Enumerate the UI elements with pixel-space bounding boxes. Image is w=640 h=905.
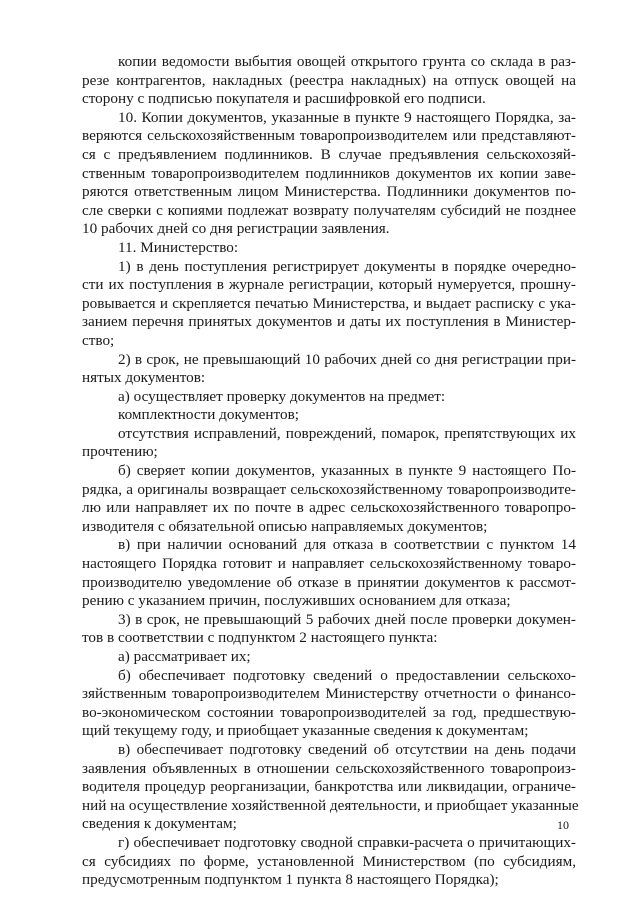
text-line: 3) в срок, не превышающий 5 рабочих дней после проверки докумен- — [118, 610, 576, 628]
text-line: рению с указанием причин, послуживших основанием для отказа; — [82, 592, 511, 610]
text-line: в) обеспечивает подготовку сведений об отсутствии на день подачи — [118, 740, 576, 758]
text-line: водителя процедур реорганизации, банкротства или ликвидации, ограниче- — [82, 778, 576, 796]
text-line: ся субсидиях по форме, установленной Министерством (по субсидиям, — [82, 852, 576, 870]
text-line: отсутствия исправлений, повреждений, помарок, препятствующих их — [118, 424, 576, 442]
text-line: б) сверяет копии документов, указанных в пункте 9 настоящего По- — [118, 462, 576, 480]
text-line: 11. Министерство: — [118, 238, 239, 256]
text-line: ство; — [82, 331, 115, 349]
page-number: 10 — [557, 818, 569, 832]
text-line: ся с предъявлением подлинников. В случае предъявления сельскохозяй- — [82, 145, 576, 163]
text-line: во-экономическом состоянии товаропроизводителей за год, предшествую- — [82, 703, 576, 721]
text-line: а) осуществляет проверку документов на предмет: — [118, 387, 446, 405]
text-line: заявления объявленных в отношении сельскохозяйственного товаропроиз- — [82, 759, 576, 777]
text-line: копии ведомости выбытия овощей открытого грунта со склада в раз- — [118, 53, 576, 70]
text-line: производителю уведомление об отказе в принятии документов к рассмот- — [82, 573, 576, 591]
text-line: г) обеспечивает подготовку сводной справки-расчета о причитающих- — [118, 833, 576, 851]
text-line: 10 рабочих дней со дня регистрации заявления. — [82, 220, 390, 238]
text-line: предусмотренным подпунктом 1 пункта 8 настоящего Порядка); — [82, 871, 499, 889]
text-line: б) обеспечивает подготовку сведений о предоставлении сельскохо- — [118, 666, 576, 684]
text-line: сти их поступления в журнале регистрации, который нумеруется, прошну- — [82, 276, 576, 294]
text-line: зяйственным товаропроизводителем Министерству отчетности о финансо- — [82, 685, 576, 703]
text-line: щий текущему году, и приобщает указанные сведения к документам; — [82, 722, 529, 740]
text-line: ственным товаропроизводителем подлинников документов их копии заве- — [82, 164, 576, 182]
body-text — [82, 53, 579, 890]
text-line: сле сверки с копиями подлежат возврату получателям субсидий не позднее — [82, 201, 576, 219]
text-line: 10. Копии документов, указанные в пункте 9 настоящего Порядка, за- — [118, 108, 576, 126]
text-line: комплектности документов; — [118, 406, 299, 424]
text-line: лю или направляет их по почте в адрес сельскохозяйственного товаропро- — [82, 499, 576, 517]
text-line: сведения к документам; — [82, 815, 237, 833]
text-line: резе контрагентов, накладных (реестра накладных) на отпуск овощей на — [82, 71, 576, 89]
text-line: настоящего Порядка готовит и направляет сельскохозяйственному товаро- — [82, 555, 576, 573]
text-line: а) рассматривает их; — [118, 648, 251, 665]
text-line: тов в соответствии с подпунктом 2 настоящего пункта: — [82, 629, 438, 647]
text-line: рядка, а оригиналы возвращает сельскохозяйственному товаропроизводите- — [82, 480, 576, 498]
text-line: ровывается и скрепляется печатью Министерства, и выдает расписку с ука- — [82, 294, 576, 312]
text-line: сторону с подписью покупателя и расшифровкой его подписи. — [82, 90, 486, 108]
text-line: ний на осуществление хозяйственной деятельности, и приобщает указанные — [82, 796, 579, 814]
text-line: 1) в день поступления регистрирует документы в порядке очередно- — [118, 257, 576, 275]
text-line: 2) в срок, не превышающий 10 рабочих дней со дня регистрации при- — [118, 350, 576, 368]
text-line: прочтению; — [82, 443, 158, 461]
text-line: нятых документов: — [82, 369, 206, 387]
text-line: занием перечня принятых документов и даты их поступления в Министер- — [82, 313, 576, 331]
text-line: веряются сельскохозяйственным товаропроизводителем или представляют- — [82, 127, 576, 145]
text-line: изводителя с обязательной описью направляемых документов; — [82, 517, 488, 535]
text-line: в) при наличии оснований для отказа в соответствии с пунктом 14 — [118, 536, 576, 554]
text-line: ряются ответственным лицом Министерства. Подлинники документов по- — [82, 183, 576, 201]
